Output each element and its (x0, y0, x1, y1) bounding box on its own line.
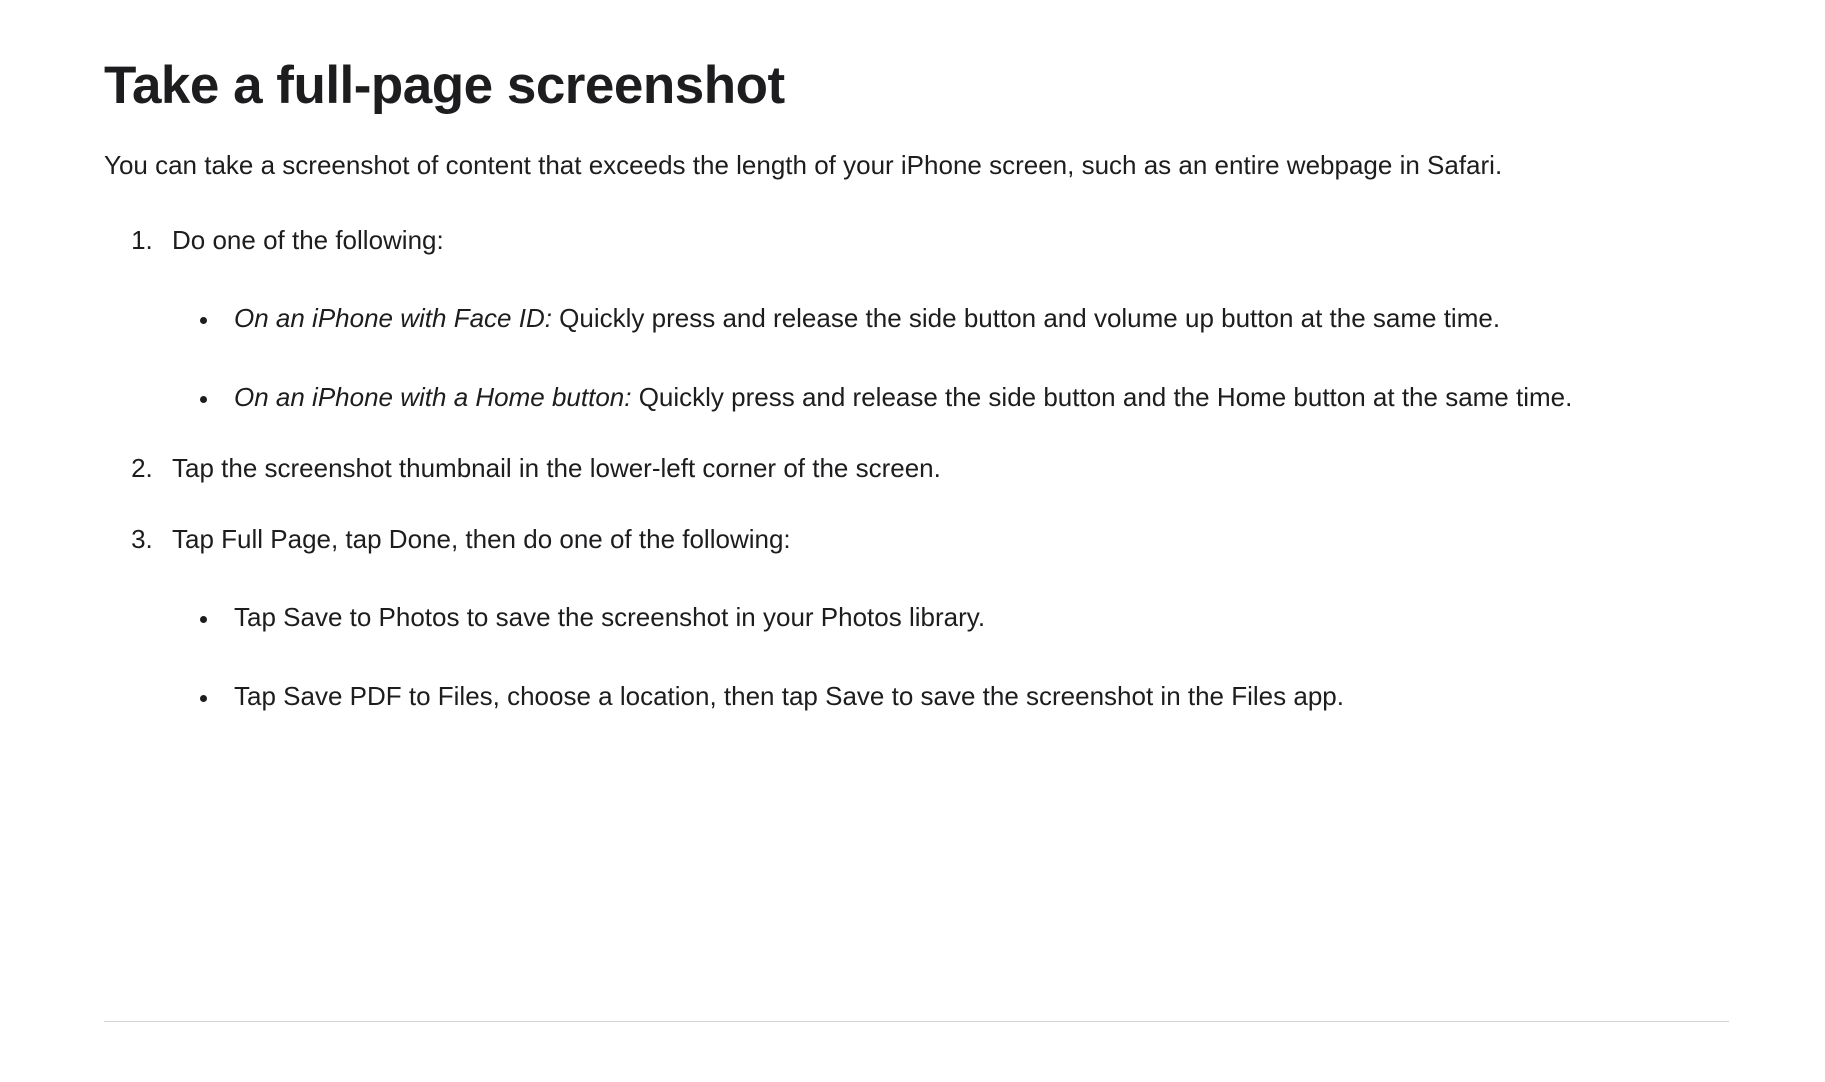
step-text: Do one of the following: (172, 224, 444, 255)
list-item (220, 375, 1725, 420)
list-item (160, 446, 1725, 491)
bullet-text: Tap Save to Photos to save the screenshot in your Photos library. (234, 602, 986, 633)
list-item (220, 674, 1725, 719)
bullet-emphasis: On an iPhone with a Home button: (234, 382, 632, 413)
list-item (220, 296, 1725, 341)
step-text: Tap Full Page, tap Done, then do one of the following: (172, 523, 791, 554)
bullet-emphasis: On an iPhone with Face ID: (234, 303, 552, 334)
steps-list (104, 218, 1725, 719)
list-item (160, 218, 1725, 420)
sub-bullet-list (172, 595, 1725, 718)
bullet-text: Quickly press and release the side button and the Home button at the same time. (631, 382, 1573, 413)
section-divider (104, 1021, 1729, 1022)
list-item (220, 595, 1725, 640)
list-item (160, 517, 1725, 719)
intro-paragraph: You can take a screenshot of content that exceeds the length of your iPhone screen, such as an entire webpage in Safari. (104, 149, 1503, 180)
page-title: Take a full-page screenshot (104, 56, 785, 115)
step-text: Tap the screenshot thumbnail in the lower-left corner of the screen. (172, 452, 941, 483)
bullet-text: Quickly press and release the side button and volume up button at the same time. (551, 303, 1501, 334)
bullet-text: Tap Save PDF to Files, choose a location, then tap Save to save the screenshot in the Files app. (234, 680, 1344, 711)
sub-bullet-list (172, 296, 1725, 419)
